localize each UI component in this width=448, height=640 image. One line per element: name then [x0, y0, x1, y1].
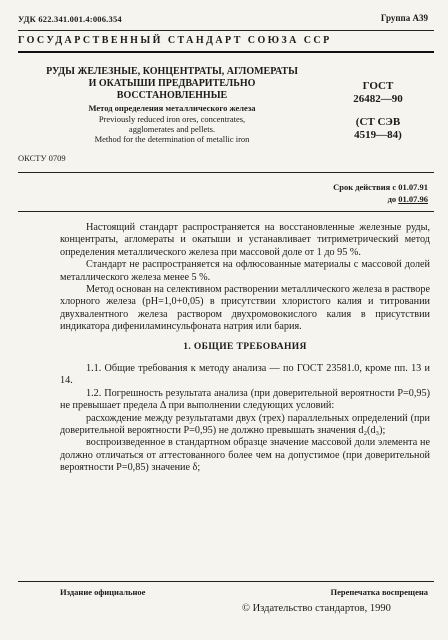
footer-rule	[18, 581, 434, 582]
title-en-line-1: Previously reduced iron ores, concentrates,	[98, 114, 246, 124]
validity-from-label: Срок действия с	[333, 182, 397, 192]
udk-code: УДК 622.341.001.4:006.354	[18, 14, 122, 24]
title-en-line-3: Method for the determination of metallic iron	[94, 134, 250, 144]
reprint-notice: Перепечатка воспрещена	[330, 587, 428, 597]
validity-period	[333, 181, 428, 205]
section-paragraph: 1.1. Общие требования к методу анализа — по ГОСТ 23581.0, кроме пп. 13 и 14.	[60, 363, 430, 387]
state-standard-heading: ГОСУДАРСТВЕННЫЙ СТАНДАРТ СОЮЗА ССР	[18, 35, 332, 46]
intro-text	[60, 222, 430, 334]
gost-number: 26482—90	[353, 93, 403, 105]
method-title-ru: Метод определения металлического железа	[88, 103, 256, 113]
header-rule-bottom	[18, 51, 434, 53]
group-code: Группа А39	[380, 13, 428, 23]
st-sev-line-1: (СТ СЭВ	[355, 116, 401, 128]
intro-paragraph: Стандарт не распространяется на офлюсованные материалы с массовой долей металлического железа менее 5 %.	[60, 259, 430, 283]
title-block	[22, 66, 322, 144]
okstu-code: ОКСТУ 0709	[18, 153, 66, 163]
title-line-2: И ОКАТЫШИ ПРЕДВАРИТЕЛЬНО	[88, 78, 256, 89]
intro-paragraph: Настоящий стандарт распространяется на восстановленные железные руды, концентраты, агломераты и окатыши и устанавливает титриметрический метод определения металлического железа при массовой доле от 1 до 95 %.	[60, 222, 430, 258]
section-text	[60, 363, 430, 475]
title-line-1: РУДЫ ЖЕЛЕЗНЫЕ, КОНЦЕНТРАТЫ, АГЛОМЕРАТЫ	[46, 66, 298, 77]
title-en-line-2: agglomerates and pellets.	[128, 124, 216, 134]
validity-rule	[18, 211, 434, 212]
validity-to-label: до	[387, 194, 397, 204]
intro-paragraph: Метод основан на селективном растворении металлического железа в растворе хлорного железа (pH=1,0+0,05) в присутствии хлористого калия и титровании двухвалентного железа раствором двухромовокислого калия в присутствии индикатора дифениламинсульфоната натрия или бария.	[60, 284, 430, 333]
header-rule-top	[18, 30, 434, 31]
section-paragraph: 1.2. Погрешность результата анализа (при доверительной вероятности P=0,95) не превышает предела Δ при выполнении следующих условий:	[60, 387, 430, 412]
st-sev-line-2: 4519—84)	[354, 129, 402, 141]
title-line-3: ВОССТАНОВЛЕННЫЕ	[116, 90, 228, 101]
validity-from-date: 01.07.91	[398, 182, 428, 192]
section-paragraph: воспроизведенное в стандартном образце значение массовой доли элемента не должно отличаться от аттестованного более чем на допустимое (при доверительной вероятности P=0,85) значение δ;	[60, 437, 430, 474]
official-edition-label: Издание официальное	[60, 587, 146, 597]
section-paragraph: расхождение между результатами двух (трех) параллельных определений (при доверительной вероятности P=0,95) не должно превышать значения d₂(d₃);	[60, 412, 430, 437]
section-title: 1. ОБЩИЕ ТРЕБОВАНИЯ	[183, 342, 307, 352]
copyright-notice: © Издательство стандартов, 1990	[242, 603, 391, 614]
gost-label: ГОСТ	[362, 80, 394, 92]
validity-to-date: 01.07.96	[398, 194, 428, 204]
okstu-rule	[18, 172, 434, 173]
gost-designation	[328, 80, 428, 142]
